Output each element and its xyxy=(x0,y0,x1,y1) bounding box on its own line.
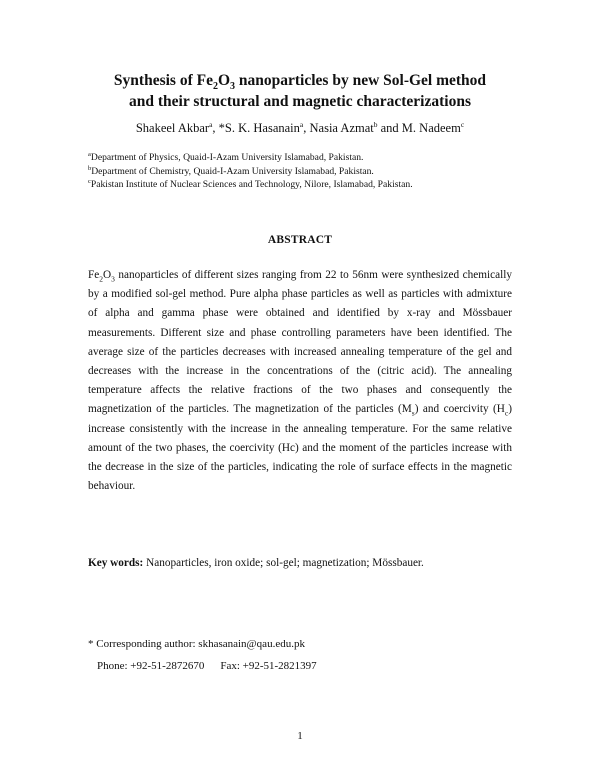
author-affiliation-mark: a xyxy=(299,119,304,129)
title-line-1 xyxy=(40,70,560,91)
abstract-text: Fe xyxy=(88,269,100,281)
page-number: 1 xyxy=(297,730,303,742)
abstract-subscript: s xyxy=(411,408,415,418)
contact-line xyxy=(88,655,317,677)
affiliation-list xyxy=(88,151,413,192)
paper-title xyxy=(40,70,560,112)
author-separator: , xyxy=(303,121,310,135)
affiliation-mark: c xyxy=(88,177,91,185)
title-line-2: and their structural and magnetic characterizations xyxy=(129,93,471,110)
title-subscript: 2 xyxy=(212,81,218,93)
keywords-text: Nanoparticles, iron oxide; sol-gel; magnetization; Mössbauer. xyxy=(143,557,424,569)
abstract-subscript: 2 xyxy=(99,274,103,284)
abstract-text: O xyxy=(103,269,112,281)
corresponding-author xyxy=(88,633,317,677)
abstract-text: nanoparticles of different sizes ranging from 22 to 56nm were synthesized chemically by a modified sol-gel method. Pure alpha phase particles as well as particles with admixture of alpha and gamma phase were obtained and identified by x-ray and Mössbauer measurements. Different size and phase controlling parameters have been identified. The average size of the particles decreases with increased annealing temperature of the gel and decreases with the increase in the concentrations of the (citric acid). The annealing temperature affects the relative fractions of the two phases and consequently the magnetization of the particles. The magnetization of the particles (M xyxy=(88,269,512,416)
title-text: Synthesis of Fe xyxy=(113,72,213,89)
affiliation-text: Department of Chemistry, Quaid-I-Azam University Islamabad, Pakistan. xyxy=(91,165,374,177)
corresponding-author-line: * Corresponding author: skhasanain@qau.edu.pk xyxy=(88,638,305,650)
author-list xyxy=(40,121,560,136)
phone-number: Phone: +92-51-2872670 xyxy=(97,660,205,672)
affiliation xyxy=(88,178,413,192)
affiliation-mark: a xyxy=(88,150,91,158)
affiliation-text: Department of Physics, Quaid-I-Azam University Islamabad, Pakistan. xyxy=(90,152,364,163)
affiliation-mark: b xyxy=(88,164,92,172)
title-text: nanoparticles by new Sol-Gel method xyxy=(235,72,487,89)
author-separator: and xyxy=(377,121,402,135)
affiliation-text: Pakistan Institute of Nuclear Sciences and Technology, Nilore, Islamabad, Pakistan. xyxy=(90,179,413,190)
author-name: Shakeel Akbar xyxy=(135,121,210,135)
keywords xyxy=(88,557,528,569)
author-affiliation-mark: c xyxy=(460,119,465,129)
affiliation xyxy=(88,151,413,165)
abstract-text: ) and coercivity (H xyxy=(414,403,505,416)
keywords-label: Key words: xyxy=(88,557,144,569)
affiliation xyxy=(88,165,413,179)
author-name: Nasia Azmat xyxy=(309,121,374,135)
title-subscript: 3 xyxy=(230,81,236,93)
author-affiliation-mark: b xyxy=(373,119,378,129)
abstract-subscript: 3 xyxy=(111,274,115,284)
fax-number: Fax: +92-51-2821397 xyxy=(220,660,317,672)
title-text: O xyxy=(217,72,231,89)
abstract-heading: ABSTRACT xyxy=(267,234,333,246)
author-separator: , xyxy=(212,121,219,135)
author-name: *S. K. Hasanain xyxy=(218,121,300,135)
author-affiliation-mark: a xyxy=(209,119,213,129)
abstract-subscript: c xyxy=(504,408,509,418)
abstract-body xyxy=(88,266,512,496)
author-name: M. Nadeem xyxy=(401,121,461,135)
abstract-text: ) increase consistently with the increase in the annealing temperature. For the same relative amount of the two phases, the coercivity (Hc) and the moment of the particles increase with the decrease in the size of the particles, indicating the role of surface effects in the magnetic behaviour. xyxy=(88,403,512,493)
